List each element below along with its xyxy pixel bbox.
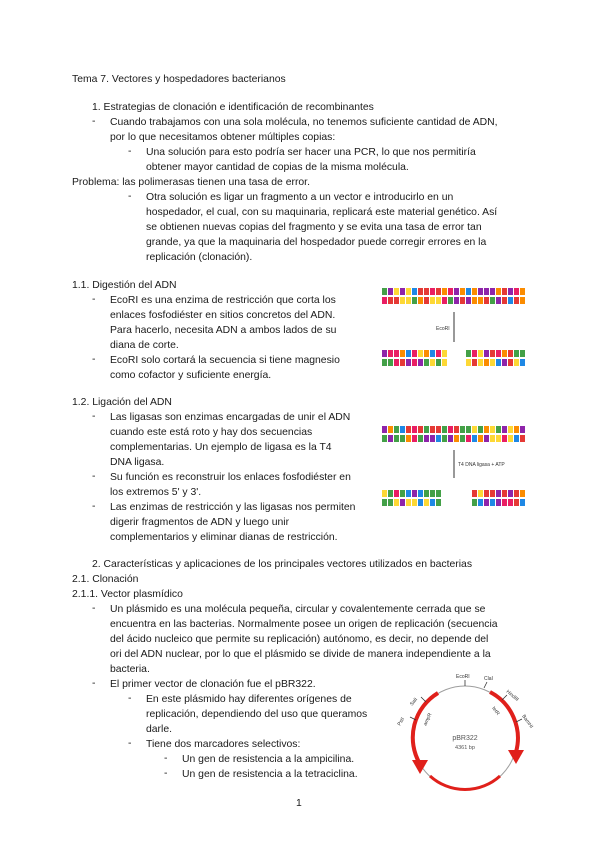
bullet-dash: - [92,294,96,305]
bullet-dash: - [164,768,168,779]
text-line: grande, ya que la maquinaria del hospedador puede corregir errores en la [146,237,487,248]
nucleotide-block [430,499,435,506]
nucleotide-block [394,350,399,357]
nucleotide-block [406,288,411,295]
nucleotide-block [382,297,387,304]
text-line: del ácido nucleico que permite su replicación) autónomo, es decir, no depende del [110,634,489,645]
site-label-ecori: EcoRI [456,674,470,680]
text-line: replicación (clonación). [146,252,253,263]
subsection-heading: 2.1.1. Vector plasmídico [72,589,183,600]
nucleotide-block [484,426,489,433]
nucleotide-block [508,297,513,304]
nucleotide-block [496,490,501,497]
nucleotide-block [382,499,387,506]
bullet-dash: - [92,411,96,422]
nucleotide-block [460,426,465,433]
nucleotide-block [478,297,483,304]
nucleotide-block [496,435,501,442]
text-line: ori del ADN nuclear, por lo que el plásmido se divide de manera independiente a la [110,649,491,660]
nucleotide-block [418,359,423,366]
section-heading: 1.1. Digestión del ADN [72,280,177,291]
nucleotide-block [484,288,489,295]
nucleotide-block [412,499,417,506]
text-line: obtener mayor cantidad de copias de la misma molécula. [146,162,409,173]
nucleotide-block [430,490,435,497]
nucleotide-block [484,297,489,304]
nucleotide-block [508,499,513,506]
nucleotide-block [424,297,429,304]
text-line: Otra solución es ligar un fragmento a un vector e introducirlo en un [146,192,454,203]
nucleotide-block [454,288,459,295]
nucleotide-block [490,435,495,442]
text-line: digerir fragmentos de ADN y luego unir [110,517,290,528]
nucleotide-block [502,288,507,295]
site-label-sali: SalI [408,696,420,708]
nucleotide-block [490,350,495,357]
nucleotide-block [514,499,519,506]
tet-arrow-head [508,750,524,764]
text-line: Un gen de resistencia a la tetraciclina. [182,769,358,780]
nucleotide-block [436,499,441,506]
nucleotide-block [424,288,429,295]
nucleotide-block [400,288,405,295]
text-line: EcoRI es una enzima de restricción que corta los [110,295,336,306]
nucleotide-block [442,350,447,357]
nucleotide-block [382,359,387,366]
nucleotide-block [502,435,507,442]
site-tick [502,695,507,700]
nucleotide-block [430,288,435,295]
nucleotide-block [496,288,501,295]
nucleotide-block [412,350,417,357]
nucleotide-block [400,499,405,506]
nucleotide-block [490,297,495,304]
text-line: Para hacerlo, necesita ADN a ambos lados de su [110,325,337,336]
dna-uncut-strand [382,288,525,304]
nucleotide-block [478,359,483,366]
nucleotide-block [478,350,483,357]
nucleotide-block [514,288,519,295]
nucleotide-block [388,426,393,433]
nucleotide-block [514,297,519,304]
nucleotide-block [472,350,477,357]
nucleotide-block [460,288,465,295]
nucleotide-block [520,490,525,497]
nucleotide-block [466,288,471,295]
text-line: Una solución para esto podría ser hacer una PCR, lo que nos permitiría [146,147,476,158]
text-line: Las ligasas son enzimas encargadas de unir el ADN [110,412,351,423]
nucleotide-block [472,359,477,366]
bullet-dash: - [92,501,96,512]
bullet-dash: - [92,603,96,614]
nucleotide-block [400,426,405,433]
nucleotide-block [382,288,387,295]
nucleotide-block [436,297,441,304]
nucleotide-block [382,435,387,442]
text-line: En este plásmido hay diferentes orígenes de [146,694,352,705]
nucleotide-block [502,499,507,506]
nucleotide-block [406,499,411,506]
nucleotide-block [490,499,495,506]
section-heading: 2. Características y aplicaciones de los principales vectores utilizados en bacterias [92,559,473,570]
nucleotide-block [424,359,429,366]
dna-cut-fragments [382,350,525,366]
nucleotide-block [412,490,417,497]
bullet-dash: - [92,471,96,482]
nucleotide-block [448,297,453,304]
text-line: diana de corte. [110,340,179,351]
nucleotide-block [382,350,387,357]
nucleotide-block [478,288,483,295]
nucleotide-block [496,297,501,304]
bullet-dash: - [164,753,168,764]
nucleotide-block [472,490,477,497]
nucleotide-block [520,499,525,506]
site-tick [484,682,487,688]
nucleotide-block [436,288,441,295]
nucleotide-block [394,297,399,304]
nucleotide-block [478,499,483,506]
nucleotide-block [382,490,387,497]
nucleotide-block [388,499,393,506]
text-line: Problema: las polimerasas tienen una tasa de error. [72,177,310,188]
site-label-bamhi: BamHI [520,713,535,730]
nucleotide-block [412,426,417,433]
nucleotide-block [484,350,489,357]
text-line: encuentra en las bacterias. Normalmente posee un origen de replicación (secuencia [110,619,498,630]
nucleotide-block [442,426,447,433]
subsection-heading: 2.1. Clonación [72,574,139,585]
nucleotide-block [418,435,423,442]
nucleotide-block [448,288,453,295]
nucleotide-block [400,359,405,366]
dna-ligated-strand [382,426,525,442]
nucleotide-block [394,288,399,295]
plasmid-name: pBR322 [452,735,478,742]
nucleotide-block [436,350,441,357]
nucleotide-block [496,426,501,433]
text-line: complementarias. Un ejemplo de ligasa es la T4 [110,442,332,453]
nucleotide-block [412,297,417,304]
nucleotide-block [466,359,471,366]
nucleotide-block [496,499,501,506]
nucleotide-block [424,499,429,506]
nucleotide-block [442,359,447,366]
nucleotide-block [484,435,489,442]
nucleotide-block [400,435,405,442]
nucleotide-block [520,435,525,442]
nucleotide-block [520,288,525,295]
nucleotide-block [508,490,513,497]
nucleotide-block [400,490,405,497]
nucleotide-block [418,288,423,295]
text-line: enlaces fosfodiéster en sitios concretos del ADN. [110,310,336,321]
site-label-psti: PstI [396,716,407,727]
nucleotide-block [388,435,393,442]
text-line: los extremos 5' y 3'. [110,487,202,498]
text-line: Un gen de resistencia a la ampicilina. [182,754,355,765]
nucleotide-block [430,297,435,304]
text-line: darle. [146,724,172,735]
nucleotide-block [424,490,429,497]
nucleotide-block [442,288,447,295]
nucleotide-block [508,359,513,366]
nucleotide-block [484,499,489,506]
nucleotide-block [418,297,423,304]
nucleotide-block [400,297,405,304]
nucleotide-block [490,490,495,497]
text-line: hospedador, el cual, con su maquinaria, replicará este material genético. Así [146,207,498,218]
nucleotide-block [502,426,507,433]
nucleotide-block [448,426,453,433]
nucleotide-block [508,426,513,433]
nucleotide-block [406,350,411,357]
nucleotide-block [496,359,501,366]
enzyme-label: EcoRI [436,326,450,332]
nucleotide-block [430,350,435,357]
nucleotide-block [382,426,387,433]
nucleotide-block [418,499,423,506]
bullet-dash: - [128,738,132,749]
nucleotide-block [394,490,399,497]
nucleotide-block [394,499,399,506]
text-line: bacteria. [110,664,150,675]
bullet-dash: - [92,678,96,689]
nucleotide-block [424,426,429,433]
nucleotide-block [478,426,483,433]
nucleotide-block [418,490,423,497]
page-number: 1 [296,798,302,809]
nucleotide-block [394,359,399,366]
nucleotide-block [448,435,453,442]
nucleotide-block [472,435,477,442]
nucleotide-block [502,297,507,304]
bullet-dash: - [128,146,132,157]
nucleotide-block [484,490,489,497]
nucleotide-block [514,359,519,366]
text-line: complementarios y eliminar dianas de restricción. [110,532,338,543]
nucleotide-block [502,350,507,357]
text-line: El primer vector de clonación fue el pBR322. [110,679,316,690]
pbr322-plasmid-map [380,668,550,798]
site-tick [421,697,426,702]
nucleotide-block [478,435,483,442]
nucleotide-block [388,288,393,295]
nucleotide-block [502,490,507,497]
nucleotide-block [490,288,495,295]
nucleotide-block [394,426,399,433]
nucleotide-block [508,435,513,442]
nucleotide-block [454,297,459,304]
nucleotide-block [514,426,519,433]
nucleotide-block [442,297,447,304]
nucleotide-block [460,435,465,442]
text-line: cuando este está roto y hay dos secuencias [110,427,313,438]
nucleotide-block [514,435,519,442]
bullet-dash: - [128,191,132,202]
nucleotide-block [406,359,411,366]
nucleotide-block [454,435,459,442]
nucleotide-block [424,435,429,442]
nucleotide-block [418,426,423,433]
text-line: Las enzimas de restricción y las ligasas nos permiten [110,502,356,513]
ori-arc [430,776,500,790]
nucleotide-block [430,359,435,366]
nucleotide-block [436,359,441,366]
nucleotide-block [484,359,489,366]
text-line: Cuando trabajamos con una sola molécula, no tenemos suficiente cantidad de ADN, [110,117,498,128]
bullet-dash: - [92,116,96,127]
nucleotide-block [388,359,393,366]
nucleotide-block [472,426,477,433]
nucleotide-block [454,426,459,433]
page-title: Tema 7. Vectores y hospedadores bacterianos [72,74,286,85]
nucleotide-block [496,350,501,357]
nucleotide-block [520,359,525,366]
nucleotide-block [412,435,417,442]
enzyme-label: T4 DNA ligasa + ATP [458,462,505,468]
nucleotide-block [412,288,417,295]
gene-label-amp: ampR [422,712,434,727]
text-line: como cofactor y suficiente energía. [110,370,272,381]
text-line: Un plásmido es una molécula pequeña, circular y covalentemente cerrada que se [110,604,486,615]
nucleotide-block [436,435,441,442]
nucleotide-block [406,490,411,497]
dna-fragments [382,490,525,506]
nucleotide-block [514,350,519,357]
text-line: por lo que necesitamos obtener múltiples copias: [110,132,336,143]
section-heading: 1. Estrategias de clonación e identificación de recombinantes [92,102,374,113]
nucleotide-block [412,359,417,366]
gene-label-tet: tetR [490,705,501,717]
nucleotide-block [478,490,483,497]
nucleotide-block [388,490,393,497]
nucleotide-block [520,297,525,304]
nucleotide-block [466,350,471,357]
nucleotide-block [406,297,411,304]
nucleotide-block [472,499,477,506]
nucleotide-block [406,435,411,442]
nucleotide-block [436,490,441,497]
nucleotide-block [514,490,519,497]
nucleotide-block [466,435,471,442]
nucleotide-block [466,297,471,304]
text-line: se obtienen nuevas copias del fragmento y se evita una tasa de error tan [146,222,482,233]
nucleotide-block [472,288,477,295]
ecori-digestion-figure [378,282,530,382]
text-line: Su función es reconstruir los enlaces fosfodiéster en [110,472,351,483]
nucleotide-block [520,426,525,433]
text-line: replicación, dependiendo del uso que queramos [146,709,368,720]
plasmid-size: 4361 bp [455,745,475,751]
nucleotide-block [490,359,495,366]
nucleotide-block [490,426,495,433]
nucleotide-block [394,435,399,442]
nucleotide-block [418,350,423,357]
nucleotide-block [400,350,405,357]
nucleotide-block [460,297,465,304]
text-line: DNA ligasa. [110,457,165,468]
nucleotide-block [388,297,393,304]
nucleotide-block [442,435,447,442]
bullet-dash: - [128,693,132,704]
text-line: EcoRI solo cortará la secuencia si tiene magnesio [110,355,340,366]
nucleotide-block [430,426,435,433]
nucleotide-block [430,435,435,442]
section-heading: 1.2. Ligación del ADN [72,397,172,408]
nucleotide-block [406,426,411,433]
site-label-clai: ClaI [484,676,493,682]
nucleotide-block [508,350,513,357]
nucleotide-block [520,350,525,357]
nucleotide-block [502,359,507,366]
nucleotide-block [472,297,477,304]
nucleotide-block [436,426,441,433]
nucleotide-block [466,426,471,433]
nucleotide-block [508,288,513,295]
ligation-figure [378,418,530,522]
site-label-hindiii: HindIII [504,688,520,703]
nucleotide-block [388,350,393,357]
nucleotide-block [424,350,429,357]
bullet-dash: - [92,354,96,365]
text-line: Tiene dos marcadores selectivos: [146,739,301,750]
